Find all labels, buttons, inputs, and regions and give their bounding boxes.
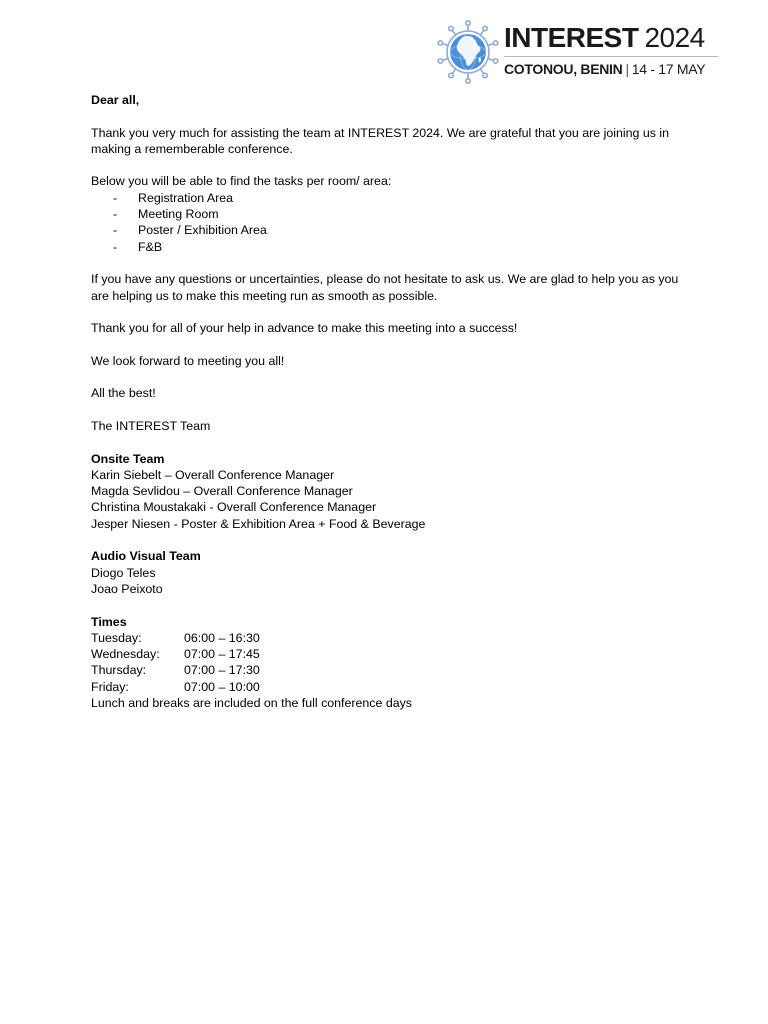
av-team-section [91, 548, 691, 597]
list-item [91, 239, 691, 255]
time-hours: 07:00 – 17:45 [184, 647, 260, 662]
globe-node [449, 73, 453, 77]
time-hours: 07:00 – 10:00 [184, 679, 260, 694]
task-label: F&B [138, 239, 163, 254]
bullet-dash: - [113, 239, 118, 254]
list-item [91, 190, 691, 206]
tasks-intro: Below you will be able to find the tasks per room/ area: [91, 174, 392, 189]
onsite-team-heading: Onsite Team [91, 451, 165, 466]
letter-body [91, 92, 691, 728]
globe-node [483, 26, 487, 30]
bullet-dash: - [113, 223, 118, 238]
task-list [91, 190, 691, 255]
thanks-paragraph: Thank you for all of your help in advance to make this meeting into a success! [91, 321, 518, 336]
logo-location [504, 60, 705, 78]
time-hours: 06:00 – 16:30 [184, 630, 260, 645]
bullet-dash: - [113, 207, 118, 222]
team-member: Christina Moustakaki - Overall Conference Manager [91, 500, 377, 515]
task-label: Meeting Room [138, 207, 219, 222]
onsite-team-section [91, 451, 691, 532]
globe-node [438, 41, 442, 45]
task-label: Registration Area [138, 190, 234, 205]
list-item [91, 206, 691, 222]
globe-node [466, 21, 470, 25]
av-team-heading: Audio Visual Team [91, 549, 201, 564]
task-label: Poster / Exhibition Area [138, 223, 267, 238]
logo-dates: 14 - 17 MAY [631, 61, 706, 77]
logo-wordmark [504, 22, 705, 54]
team-member: Magda Sevlidou – Overall Conference Manager [91, 484, 353, 499]
team-member: Diogo Teles [91, 565, 156, 580]
time-day: Tuesday: [91, 630, 142, 645]
times-note: Lunch and breaks are included on the full conference days [91, 695, 412, 710]
time-row [91, 662, 691, 678]
forward-paragraph: We look forward to meeting you all! [91, 353, 285, 368]
time-hours: 07:00 – 17:30 [184, 663, 260, 678]
time-day: Wednesday: [91, 647, 160, 662]
bullet-dash: - [113, 190, 118, 205]
logo-divider [504, 56, 718, 57]
globe-node [493, 41, 497, 45]
logo-year: 2024 [644, 22, 705, 53]
time-row [91, 679, 691, 695]
times-heading: Times [91, 614, 127, 629]
intro-paragraph: Thank you very much for assisting the team at INTEREST 2024. We are grateful that you are joining us in making a rememberable conference. [91, 125, 670, 156]
team-member: Joao Peixoto [91, 581, 163, 596]
team-member: Jesper Niesen - Poster & Exhibition Area + Food & Beverage [91, 516, 426, 531]
globe-node [449, 26, 453, 30]
logo-city: COTONOU, BENIN [504, 61, 623, 77]
globe-node [466, 79, 470, 83]
list-item [91, 222, 691, 238]
times-section [91, 614, 691, 712]
time-day: Friday: [91, 679, 129, 694]
globe-node [438, 59, 442, 63]
globe-node [493, 59, 497, 63]
time-day: Thursday: [91, 663, 147, 678]
logo-separator: | [625, 61, 629, 77]
questions-paragraph: If you have any questions or uncertainties, please do not hesitate to ask us. We are glad to help you as you are helping us to make this meeting run as smooth as possible. [91, 272, 679, 303]
interest-2024-logo [436, 20, 726, 82]
signature: The INTEREST Team [91, 418, 211, 433]
logo-name: INTEREST [504, 22, 639, 53]
time-row [91, 630, 691, 646]
globe-icon [436, 20, 500, 84]
closing: All the best! [91, 386, 156, 401]
team-member: Karin Siebelt – Overall Conference Manager [91, 467, 335, 482]
globe-node [483, 73, 487, 77]
time-row [91, 646, 691, 662]
greeting: Dear all, [91, 93, 140, 107]
